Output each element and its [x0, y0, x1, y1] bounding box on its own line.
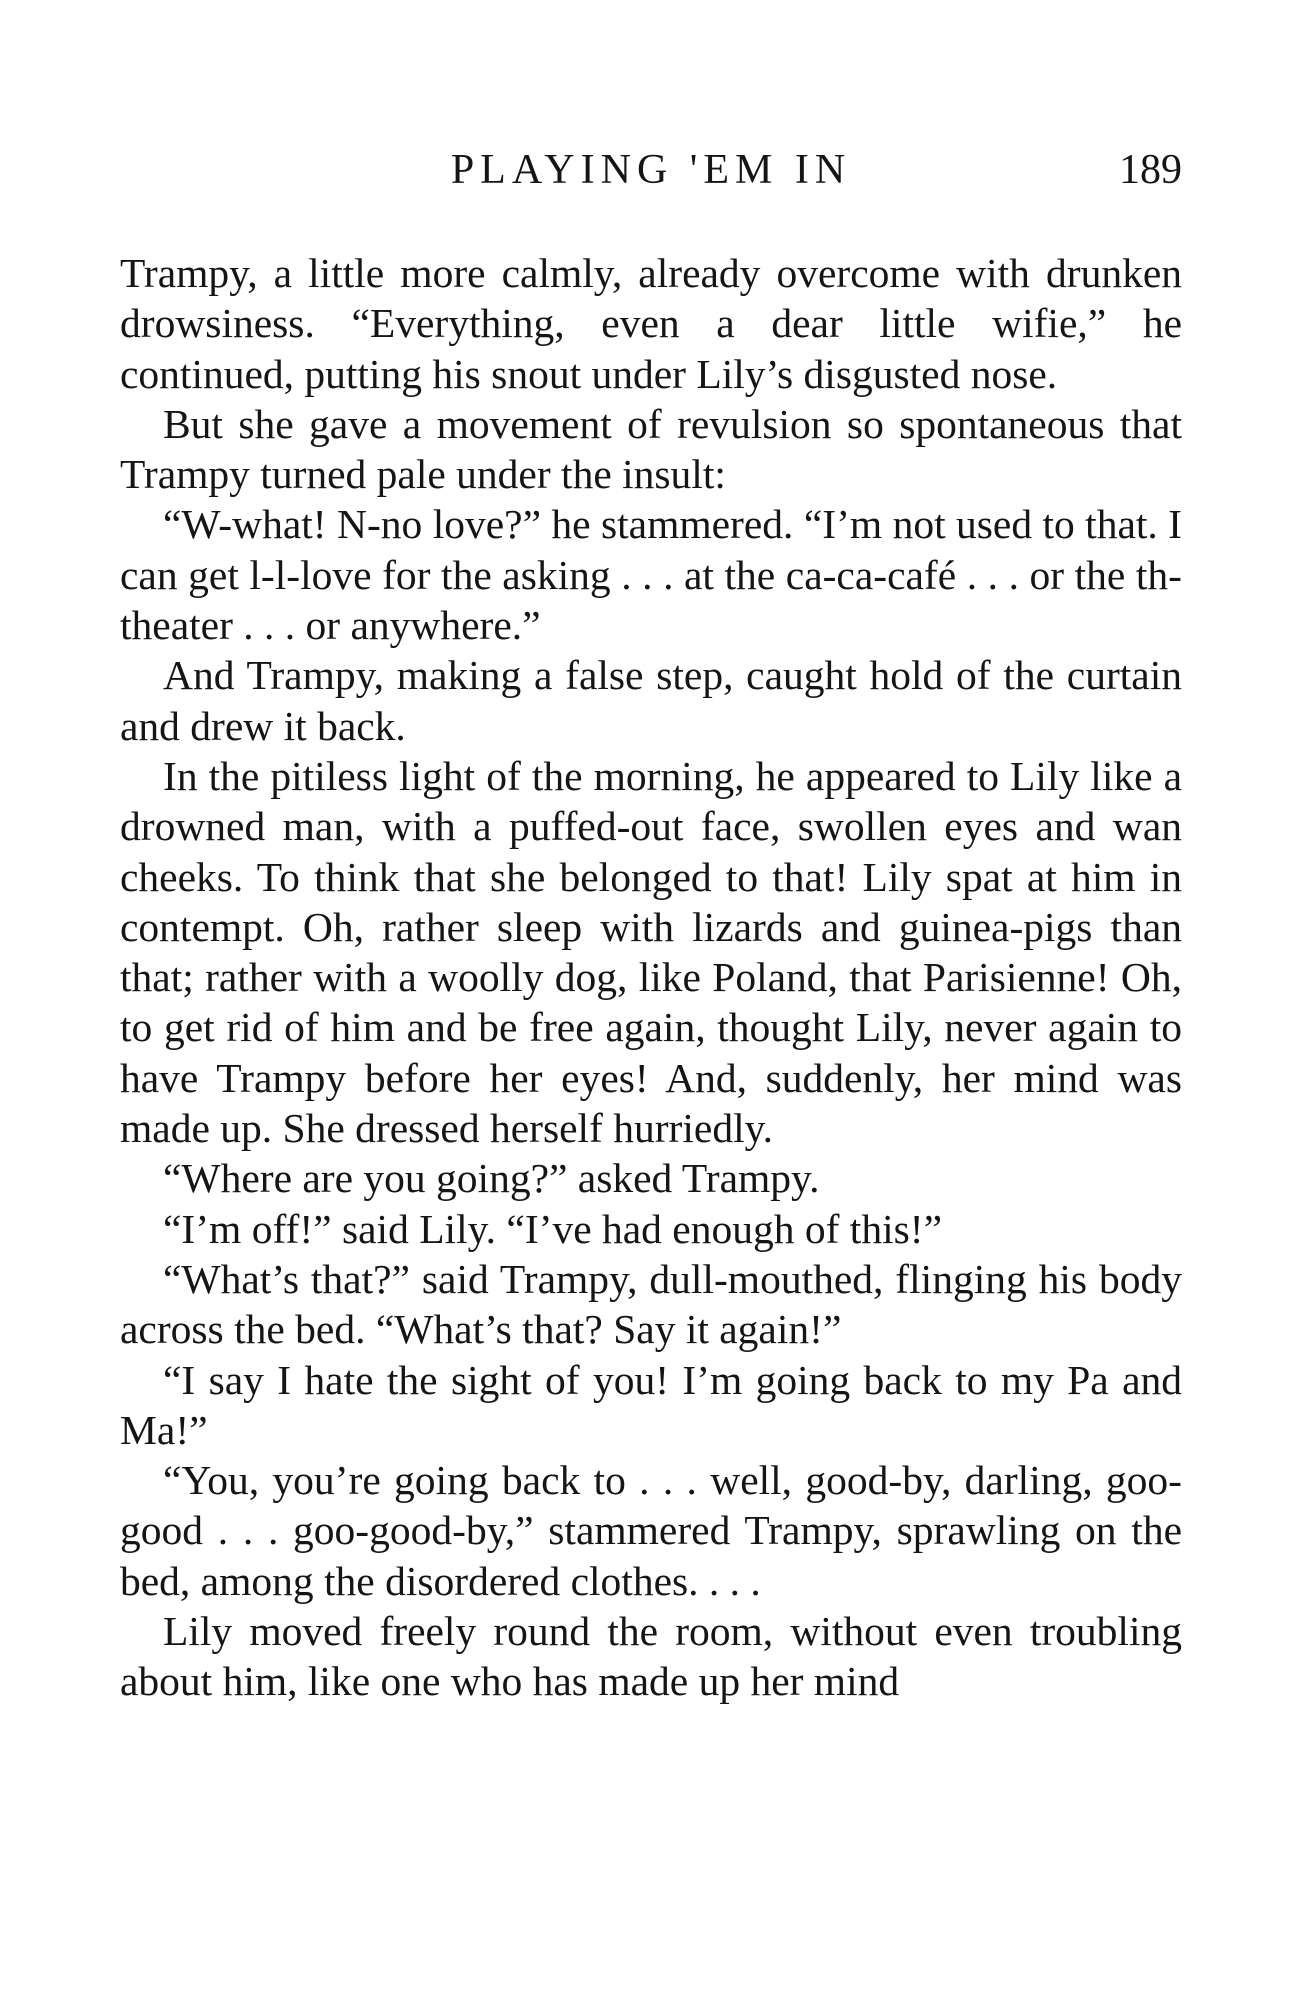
paragraph: Trampy, a little more calmly, already overcome with drunken drowsiness. “Everything, even a dear little wifie,” he continued, putting his snout under Lily’s disgusted nose. [120, 250, 1182, 397]
body-text [120, 248, 1182, 1707]
paragraph: “W-what! N-no love?” he stammered. “I’m not used to that. I can get l-l-love for the asking . . . at the ca-ca-café . . . or the th-theater . . . or anywhere.” [120, 501, 1182, 649]
paragraph: “I’m off!” said Lily. “I’ve had enough of this!” [163, 1205, 942, 1252]
paragraph: And Trampy, making a false step, caught hold of the curtain and drew it back. [120, 652, 1182, 749]
paragraph: “Where are you going?” asked Trampy. [163, 1155, 820, 1202]
paragraph: In the pitiless light of the morning, he appeared to Lily like a drowned man, with a puffed-out face, swollen eyes and wan cheeks. To think that she belonged to that! Lily spat at him in contempt. Oh, rather sleep with lizards and guinea-pigs than that; rather with a woolly dog, like Poland, that Parisienne! Oh, to get rid of him and be free again, thought Lily, never again to have Trampy before her eyes! And, suddenly, her mind was made up. She dressed herself hurriedly. [120, 752, 1182, 1152]
paragraph: But she gave a movement of revulsion so spontaneous that Trampy turned pale under the insult: [120, 400, 1182, 498]
paragraph: “I say I hate the sight of you! I’m going back to my Pa and Ma!” [120, 1356, 1182, 1453]
page-header [120, 140, 1182, 200]
paragraph: Lily moved freely round the room, without even troubling about him, like one who has made up her mind [120, 1608, 1182, 1705]
paragraph: “What’s that?” said Trampy, dull-mouthed, flinging his body across the bed. “What’s that? Say it again!” [120, 1255, 1182, 1353]
running-title: PLAYING 'EM IN [450, 147, 852, 193]
paragraph: “You, you’re going back to . . . well, good-by, darling, goo-good . . . goo-good-by,” stammered Trampy, sprawling on the bed, among the disordered clothes. . . . [120, 1457, 1182, 1604]
page-number: 189 [1119, 147, 1182, 193]
